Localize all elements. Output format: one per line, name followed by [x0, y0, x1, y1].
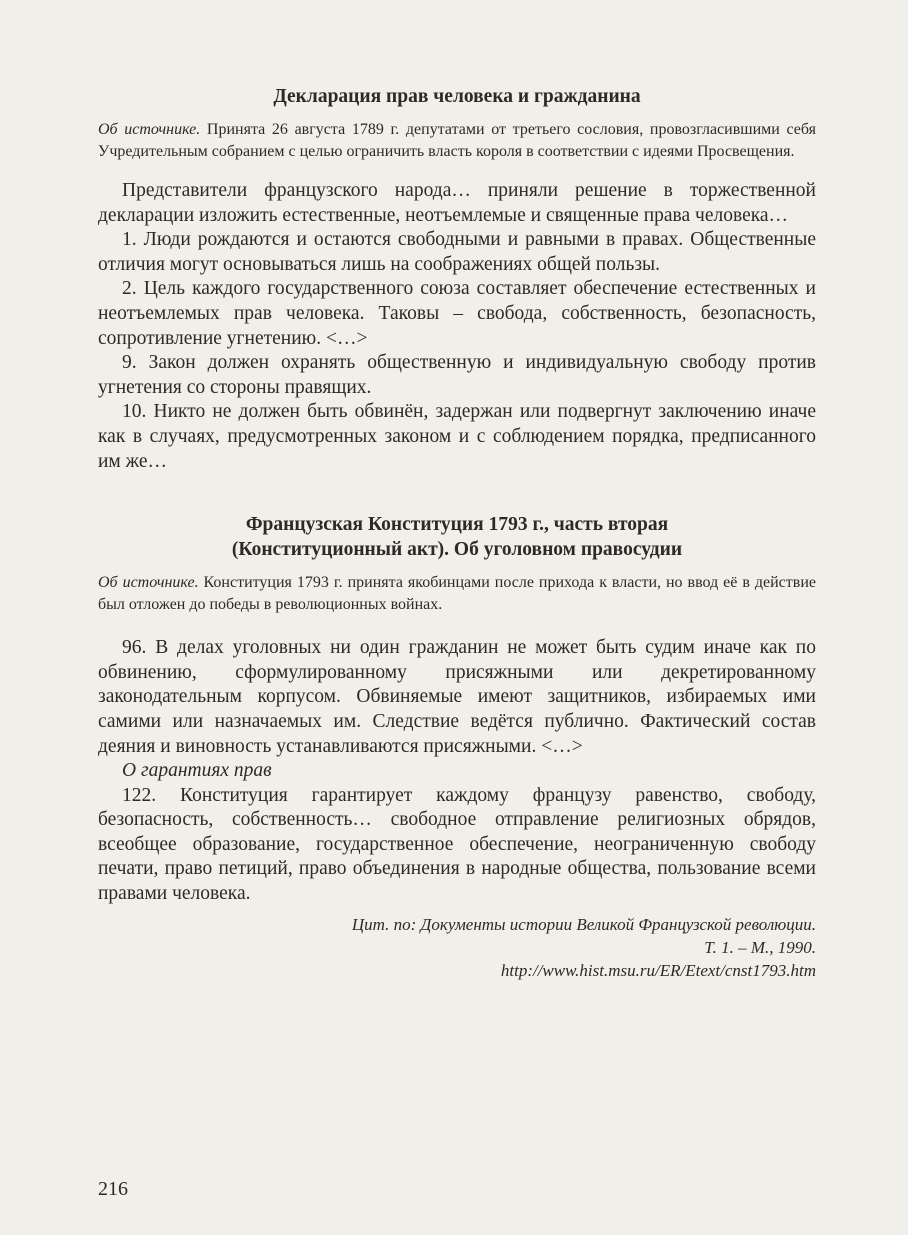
source-text: Принята 26 августа 1789 г. депутатами от третьего сословия, провозгласившими себя Учредительным собранием с целью ограничить власть короля в соответствии с идеями Просвещения. [98, 121, 816, 160]
source-text: Конституция 1793 г. принята якобинцами после прихода к власти, но ввод её в действие был отложен до победы в революционных войнах. [98, 574, 816, 614]
citation [98, 913, 816, 982]
declaration-article-10: 10. Никто не должен быть обвинён, задержан или подвергнут заключению иначе как в случаях, предусмотренных законом и с соблюдением порядка, предписанного им же… [98, 401, 816, 472]
declaration-title: Декларация прав человека и гражданина [273, 86, 641, 107]
citation-url: http://www.hist.msu.ru/ER/Etext/cnst1793.htm [500, 960, 816, 980]
page-number: 216 [98, 1178, 128, 1200]
constitution-article-96: 96. В делах уголовных ни один гражданин не может быть судим иначе как по обвинению, сформулированному присяжными или декретированному законодательным корпусом. Обвиняемые имеют защитников, избираемых ими самими или назначаемых им. Следствие ведётся публично. Фактический состав деяния и виновность устанавливаются присяжными. <…> [98, 637, 816, 757]
declaration-article-9: 9. Закон должен охранять общественную и индивидуальную свободу против угнетения со стороны правящих. [98, 352, 816, 398]
declaration-article-2: 2. Цель каждого государственного союза составляет обеспечение естественных и неотъемлемых прав человека. Таковы – свобода, собственность, безопасность, сопротивление угнетению. <…> [98, 278, 816, 349]
declaration-article-1: 1. Люди рождаются и остаются свободными и равными в правах. Общественные отличия могут основываться лишь на соображениях общей пользы. [98, 229, 816, 275]
source-label: Об источнике. [98, 574, 199, 592]
constitution-title-line1: Французская Конституция 1793 г., часть вторая [245, 514, 669, 536]
source-label: Об источнике. [98, 121, 201, 138]
citation-line-1: Цит. по: Документы истории Великой Французской революции. [351, 914, 816, 934]
guarantees-subheading: О гарантиях прав [122, 760, 272, 782]
constitution-source-note [98, 572, 816, 616]
constitution-title-line2: (Конституционный акт). Об уголовном правосудии [231, 539, 683, 561]
citation-line-2: Т. 1. – М., 1990. [704, 937, 816, 957]
constitution-article-122: 122. Конституция гарантирует каждому французу равенство, свободу, безопасность, собственность… свободное отправление религиозных обрядов, всеобщее образование, государственное обеспечение, неограниченную свободу печати, право петиций, право объединения в народные общества, пользование всеми правами человека. [98, 784, 816, 905]
declaration-source-note [98, 119, 816, 163]
declaration-preamble: Представители французского народа… приняли решение в торжественной декларации изложить естественные, неотъемлемые и священные права человека… [98, 180, 816, 226]
constitution-title [98, 512, 816, 562]
